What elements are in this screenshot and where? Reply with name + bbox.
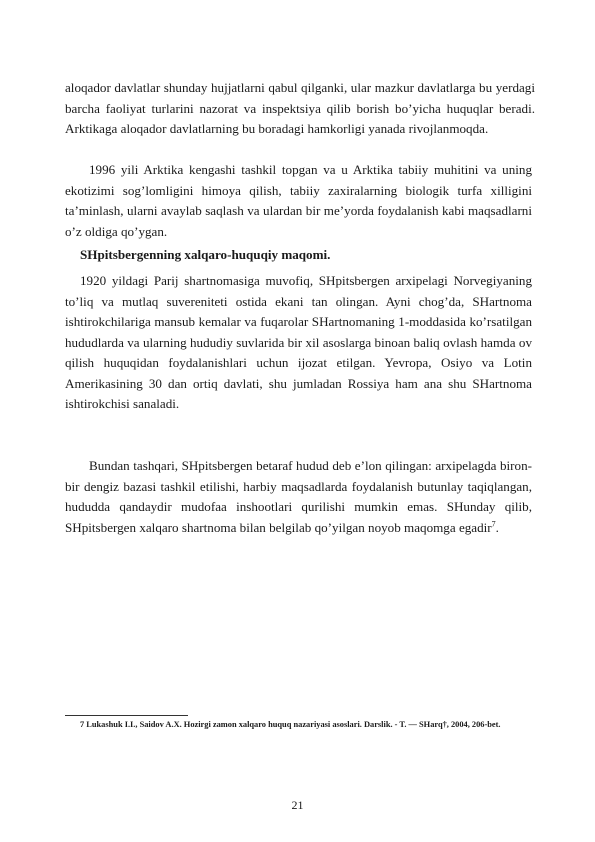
- paragraph-neutral-territory-text: Bundan tashqari, SHpitsbergen betaraf hudud deb e’lon qilingan: arxipelagda biron-bir dengiz bazasi tashkil etilishi, harbiy maqsadlarda foydalanish butunlay taqiqlangan, hududda qandaydir mudofaa inshootlari qurilishi mumkin emas. SHunday qilib, SHpitsbergen xalqaro shartnoma bilan belgilab qo’yilgan noyob maqomga egadir: [65, 458, 532, 535]
- paragraph-end-punctuation: .: [495, 519, 499, 535]
- footnote-separator: [65, 715, 188, 716]
- page-number: 21: [291, 798, 304, 812]
- paragraph-paris-treaty: 1920 yildagi Parij shartnomasiga muvofiq, SHpitsbergen arxipelagi Norvegiyaning to’liq va mutlaq suvereniteti ostida ekani tan olingan. Ayni chog’da, SHartnoma ishtirokchilariga mansub kemalar va fuqarolar SHartnomaning 1-moddasida ko’rsatilgan hududlarda va ularning hududiy suvlarida bir xil asoslarga binoan baliq ovlash hamda ov qilish huquqidan foydalanishlari uchun ijozat etilgan. Yevropa, Osiyo va Lotin Amerikasining 30 dan ortiq davlati, shu jumladan Rossiya ham ana shu SHartnoma ishtirokchisi sanaladi.: [65, 273, 532, 411]
- footnote-reference[interactable]: 7: [491, 519, 496, 529]
- paragraph-arctic-states: aloqador davlatlar shunday hujjatlarni qabul qilganki, ular mazkur davlatlarga bu yerdagi barcha faoliyat turlarini nazorat va inspektsiya qilib borish bo’yicha huquqlar beradi. Arktikaga aloqador davlatlarning bu boradagi hamkorligi yanada rivojlanmoqda.: [65, 80, 535, 136]
- paragraph-arctic-council: 1996 yili Arktika kengashi tashkil topgan va u Arktika tabiiy muhitini va uning ekotizimi sog’lomligini himoya qilish, tabiiy zaxiralarning biologik turfa xilligini ta’minlash, ularni avaylab saqlash va ulardan bir me’yorda foydalanish kabi maqsadlarni o’z oldiga qo’ygan.: [65, 162, 532, 239]
- section-heading-spitsbergen: SHpitsbergenning xalqaro-huquqiy maqomi.: [80, 247, 331, 262]
- paragraph-neutral-territory: [65, 456, 532, 538]
- footnote-text: 7 Lukashuk I.I., Saidov A.X. Hozirgi zamon xalqaro huquq nazariyasi asoslari. Darslik. - T. — SHarq†, 2004, 206-bet.: [80, 720, 501, 729]
